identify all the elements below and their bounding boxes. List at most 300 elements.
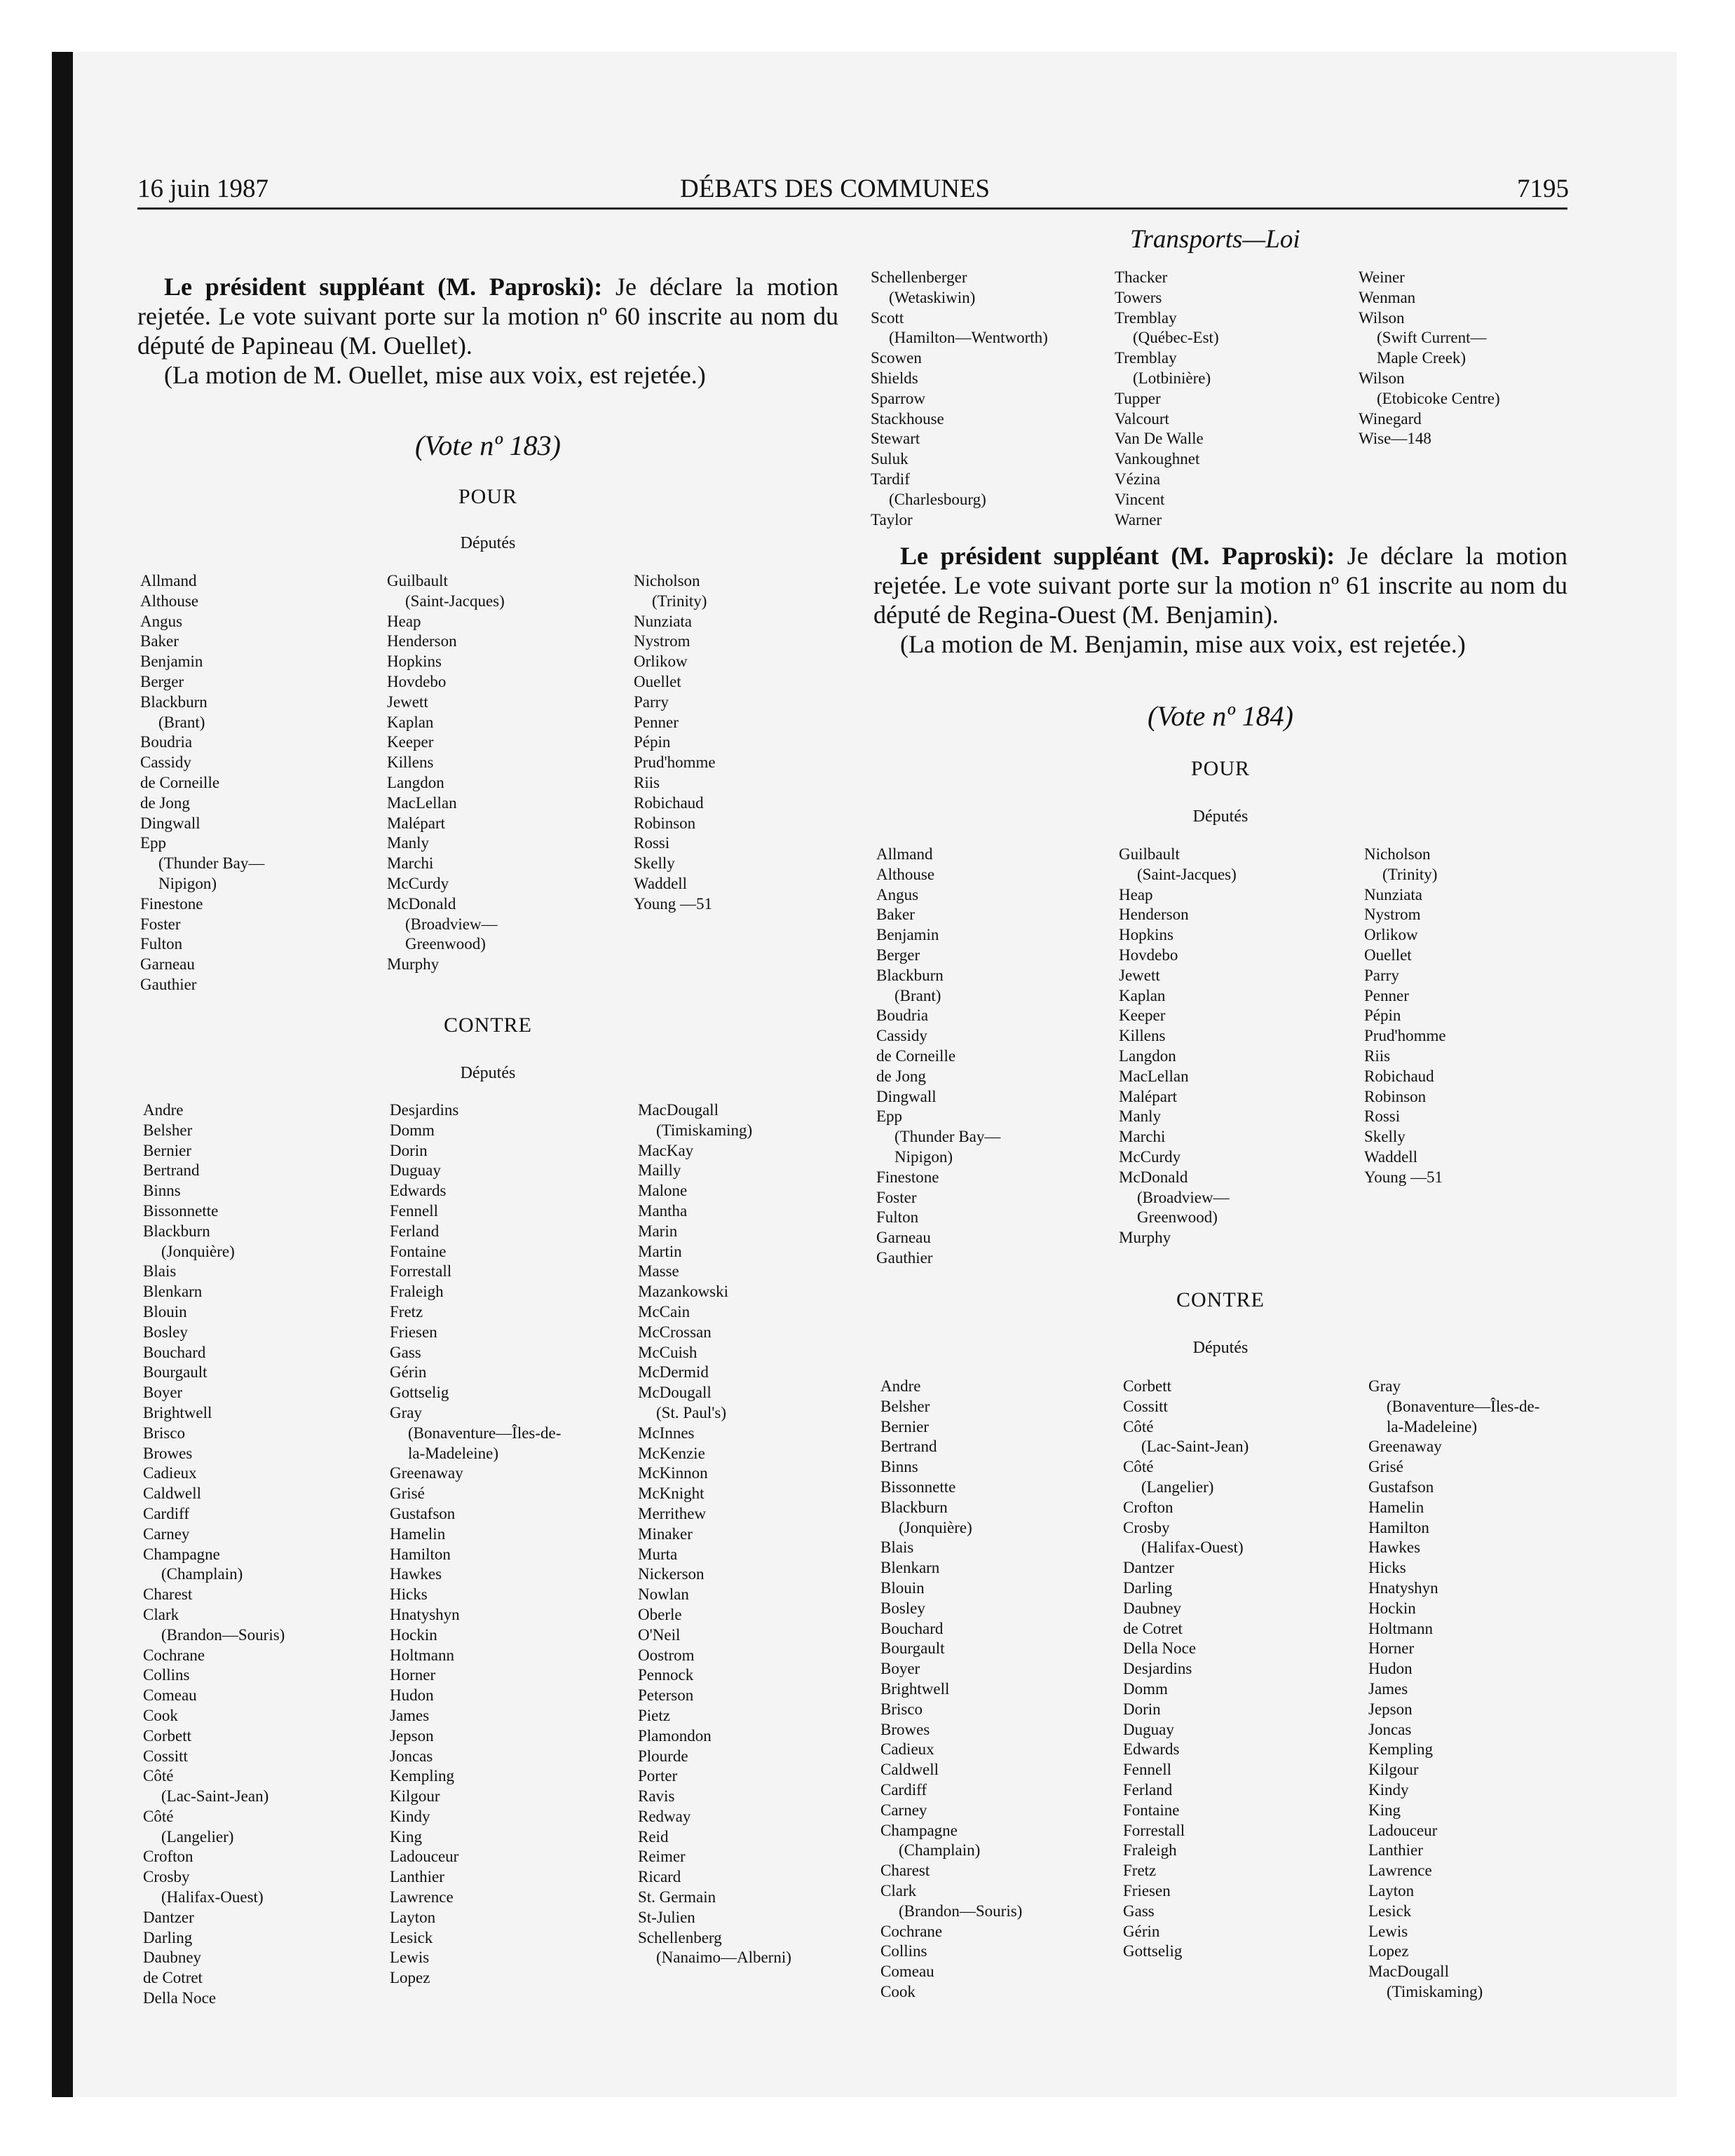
member-name: Carney bbox=[880, 1801, 927, 1819]
member-name: Brisco bbox=[143, 1424, 186, 1442]
member-name: Foster bbox=[876, 1188, 917, 1206]
member-name: Suluk bbox=[871, 450, 909, 468]
member-name: Hockin bbox=[390, 1625, 437, 1644]
member-name: St-Julien bbox=[638, 1908, 695, 1926]
member-name: Hamilton bbox=[390, 1545, 451, 1563]
pour-heading: POUR bbox=[458, 485, 518, 508]
member-name: Robichaud bbox=[1364, 1067, 1434, 1085]
member-name: Daubney bbox=[1123, 1599, 1182, 1617]
member-name: Carney bbox=[143, 1524, 190, 1543]
member-name: Fulton bbox=[876, 1208, 919, 1227]
member-name: Dantzer bbox=[143, 1908, 194, 1926]
member-name: Gérin bbox=[390, 1363, 427, 1381]
member-name: Ricard bbox=[638, 1868, 681, 1886]
pour-heading: POUR bbox=[1190, 757, 1251, 780]
member-name: Finestone bbox=[876, 1168, 939, 1186]
member-name: Gottselig bbox=[390, 1384, 449, 1402]
member-name: Garneau bbox=[140, 955, 195, 974]
contre-subheading: Députés bbox=[460, 1064, 516, 1082]
member-name: (Hamilton—Wentworth) bbox=[889, 329, 1048, 347]
member-name: de Cotret bbox=[143, 1969, 203, 1987]
member-name: Dingwall bbox=[140, 814, 200, 832]
member-name: Guilbault bbox=[1119, 845, 1180, 863]
member-name: Oostrom bbox=[638, 1646, 695, 1664]
member-name: Langdon bbox=[1119, 1046, 1176, 1065]
member-name: Blouin bbox=[880, 1578, 925, 1597]
member-name: (Timiskaming) bbox=[1387, 1982, 1483, 2000]
member-name: Parry bbox=[634, 692, 669, 711]
member-name: Waddell bbox=[1364, 1147, 1418, 1166]
member-name: Bourgault bbox=[880, 1639, 945, 1658]
member-name: Crofton bbox=[143, 1848, 193, 1866]
member-name: Cossitt bbox=[143, 1747, 188, 1765]
member-name: Hovdebo bbox=[387, 672, 447, 690]
publication-title: DÉBATS DES COMMUNES bbox=[680, 175, 991, 203]
member-name: (Lotbinière) bbox=[1133, 369, 1211, 387]
member-name: la-Madeleine) bbox=[1387, 1417, 1477, 1435]
member-name: Kaplan bbox=[1119, 986, 1166, 1004]
member-name: Berger bbox=[140, 672, 184, 690]
member-name: Thacker bbox=[1115, 268, 1168, 286]
member-name: Edwards bbox=[390, 1182, 447, 1200]
member-name: Peterson bbox=[638, 1686, 694, 1705]
member-name: Fontaine bbox=[1123, 1801, 1180, 1819]
member-name: McDermid bbox=[638, 1363, 709, 1381]
contre-heading: CONTRE bbox=[444, 1014, 532, 1037]
member-name: Joncas bbox=[390, 1747, 433, 1765]
member-name: Orlikow bbox=[634, 653, 688, 671]
member-name: Darling bbox=[1123, 1578, 1173, 1597]
member-name: Lanthier bbox=[390, 1868, 444, 1886]
member-name: (Brant) bbox=[894, 986, 941, 1004]
contre-column bbox=[390, 1100, 561, 1988]
member-name: Lanthier bbox=[1368, 1841, 1423, 1860]
running-head: Transports—Loi bbox=[1130, 225, 1300, 254]
member-name: Tremblay bbox=[1115, 308, 1177, 327]
member-name: Nystrom bbox=[1364, 906, 1421, 924]
member-name: Ravis bbox=[638, 1787, 675, 1806]
member-name: Blouin bbox=[143, 1302, 187, 1321]
member-name: (Trinity) bbox=[1382, 865, 1438, 883]
member-name: Bouchard bbox=[143, 1343, 206, 1361]
member-name: MacLellan bbox=[387, 793, 457, 812]
member-name: Weiner bbox=[1359, 268, 1405, 286]
member-name: Marin bbox=[638, 1222, 678, 1240]
member-name: Pietz bbox=[638, 1706, 670, 1724]
member-name: Côté bbox=[1123, 1458, 1154, 1476]
member-name: Gass bbox=[390, 1343, 421, 1361]
member-name: Kempling bbox=[1368, 1740, 1433, 1759]
member-name: Epp bbox=[876, 1107, 903, 1126]
contre-column bbox=[638, 1100, 791, 1968]
member-name: Wilson bbox=[1359, 369, 1405, 387]
member-name: Cadieux bbox=[143, 1464, 197, 1482]
speaker-label: Le président suppléant (M. Paproski): bbox=[164, 273, 603, 301]
member-name: Murta bbox=[638, 1545, 678, 1563]
member-name: Hicks bbox=[1368, 1559, 1406, 1577]
member-name: Robinson bbox=[1364, 1087, 1427, 1105]
member-name: King bbox=[390, 1827, 422, 1845]
member-name: Henderson bbox=[1119, 906, 1189, 924]
member-name: Jewett bbox=[387, 692, 428, 711]
member-name: Taylor bbox=[871, 510, 913, 528]
member-name: Mantha bbox=[638, 1201, 688, 1220]
member-name: Holtmann bbox=[390, 1646, 454, 1664]
speaker-label: Le président suppléant (M. Paproski): bbox=[900, 542, 1335, 570]
member-name: Forrestall bbox=[1123, 1821, 1185, 1839]
member-name: Cassidy bbox=[140, 753, 191, 772]
member-name: Maple Creek) bbox=[1377, 349, 1467, 367]
member-name: Tardif bbox=[871, 470, 910, 488]
member-name: Crosby bbox=[1123, 1518, 1170, 1536]
member-name: Van De Walle bbox=[1115, 430, 1204, 448]
member-name: Rossi bbox=[634, 834, 670, 852]
member-name: Stewart bbox=[871, 430, 920, 448]
member-name: Prud'homme bbox=[634, 753, 716, 772]
member-name: Layton bbox=[390, 1908, 436, 1926]
member-name: Hovdebo bbox=[1119, 946, 1178, 964]
member-name: Blackburn bbox=[140, 692, 207, 711]
member-name: (Trinity) bbox=[652, 592, 707, 610]
member-name: Boyer bbox=[143, 1384, 183, 1402]
member-name: McKnight bbox=[638, 1485, 705, 1503]
member-name: de Cotret bbox=[1123, 1619, 1183, 1637]
member-name: Keeper bbox=[1119, 1007, 1166, 1025]
member-name: Kilgour bbox=[1368, 1761, 1419, 1779]
member-name: (Charlesbourg) bbox=[889, 490, 986, 508]
member-name: Bosley bbox=[880, 1599, 925, 1617]
member-name: Fennell bbox=[1123, 1761, 1171, 1779]
member-name: Murphy bbox=[387, 955, 440, 974]
member-name: Hawkes bbox=[390, 1565, 442, 1583]
member-name: Duguay bbox=[1123, 1720, 1174, 1738]
motion-result: (La motion de M. Ouellet, mise aux voix, est rejetée.) bbox=[164, 361, 706, 389]
member-name: Dantzer bbox=[1123, 1559, 1174, 1577]
member-name: St. Germain bbox=[638, 1888, 716, 1906]
member-name: Crosby bbox=[143, 1868, 190, 1886]
member-name: (Thunder Bay— bbox=[894, 1128, 1001, 1146]
member-name: Schellenberger bbox=[871, 268, 967, 286]
member-name: Merrithew bbox=[638, 1504, 707, 1522]
member-name: Clark bbox=[880, 1881, 917, 1899]
member-name: Corbett bbox=[143, 1726, 191, 1745]
member-name: (Langelier) bbox=[1141, 1478, 1214, 1496]
pour-column bbox=[1364, 845, 1446, 1188]
vote-title: (Vote nº 183) bbox=[415, 430, 561, 461]
member-name: Nowlan bbox=[638, 1585, 689, 1604]
member-name: Dingwall bbox=[876, 1087, 937, 1105]
member-name: Fretz bbox=[390, 1302, 423, 1321]
member-name: Fretz bbox=[1123, 1862, 1157, 1880]
member-name: Cardiff bbox=[143, 1504, 190, 1522]
member-name: King bbox=[1368, 1801, 1401, 1819]
pour-column bbox=[387, 571, 505, 975]
member-name: Cochrane bbox=[880, 1922, 943, 1940]
member-name: MacLellan bbox=[1119, 1067, 1189, 1085]
member-name: Hnatyshyn bbox=[1368, 1578, 1438, 1597]
member-name: Brightwell bbox=[143, 1403, 212, 1421]
contre-column bbox=[1368, 1377, 1539, 2003]
member-name: Domm bbox=[1123, 1679, 1168, 1698]
member-name: Malépart bbox=[387, 814, 446, 832]
member-name: Blais bbox=[143, 1262, 177, 1281]
member-name: Greenaway bbox=[390, 1464, 463, 1482]
member-name: (Jonquière) bbox=[161, 1242, 235, 1260]
member-name: Hopkins bbox=[1119, 926, 1173, 944]
member-name: Young —51 bbox=[1364, 1168, 1443, 1186]
member-name: Nipigon) bbox=[894, 1147, 953, 1166]
member-name: (Wetaskiwin) bbox=[889, 288, 976, 306]
member-name: Comeau bbox=[143, 1686, 197, 1705]
member-name: Tupper bbox=[1115, 389, 1161, 407]
pour-subheading: Députés bbox=[460, 534, 516, 552]
member-name: Ladouceur bbox=[390, 1848, 459, 1866]
member-name: Masse bbox=[638, 1262, 679, 1281]
member-name: Joncas bbox=[1368, 1720, 1412, 1738]
member-name: Boudria bbox=[140, 733, 193, 751]
member-name: Baker bbox=[876, 906, 915, 924]
member-name: Comeau bbox=[880, 1963, 934, 1981]
member-name: Charest bbox=[143, 1585, 193, 1604]
member-name: Gray bbox=[390, 1403, 422, 1421]
member-name: (Brant) bbox=[158, 713, 205, 731]
member-name: MacKay bbox=[638, 1141, 694, 1159]
member-name: Champagne bbox=[143, 1545, 220, 1563]
member-name: (Lac-Saint-Jean) bbox=[1141, 1438, 1249, 1456]
member-name: McCrossan bbox=[638, 1323, 712, 1341]
member-name: Gustafson bbox=[390, 1504, 456, 1522]
member-name: (Broadview— bbox=[405, 915, 498, 933]
member-name: Shields bbox=[871, 369, 918, 387]
member-name: Bertrand bbox=[880, 1438, 937, 1456]
member-name: (Swift Current— bbox=[1377, 329, 1487, 347]
member-name: Kindy bbox=[1368, 1780, 1409, 1799]
member-name: McCuish bbox=[638, 1343, 698, 1361]
member-name: MacDougall bbox=[638, 1101, 719, 1119]
member-name: O'Neil bbox=[638, 1625, 681, 1644]
member-name: Warner bbox=[1115, 510, 1162, 528]
member-name: Lawrence bbox=[1368, 1862, 1432, 1880]
member-name: Cook bbox=[143, 1706, 178, 1724]
header-rule bbox=[137, 207, 1567, 210]
vote-title: (Vote nº 184) bbox=[1148, 700, 1293, 732]
member-name: Robichaud bbox=[634, 793, 704, 812]
member-name: (Saint-Jacques) bbox=[1137, 865, 1237, 883]
member-name: Collins bbox=[143, 1666, 190, 1684]
member-name: Ferland bbox=[390, 1222, 440, 1240]
member-name: Jewett bbox=[1119, 966, 1160, 984]
member-name: Lopez bbox=[390, 1969, 430, 1987]
member-name: McCurdy bbox=[1119, 1147, 1181, 1166]
member-name: Guilbault bbox=[387, 572, 448, 589]
member-name: Caldwell bbox=[880, 1761, 939, 1779]
member-name: Towers bbox=[1115, 288, 1162, 306]
member-name: Bourgault bbox=[143, 1363, 207, 1381]
member-name: Heap bbox=[1119, 885, 1153, 903]
member-name: Côté bbox=[1123, 1417, 1154, 1435]
binding-edge bbox=[52, 52, 73, 2097]
member-name: Holtmann bbox=[1368, 1619, 1433, 1637]
member-name: (Langelier) bbox=[161, 1827, 234, 1845]
contre-heading: CONTRE bbox=[1176, 1288, 1265, 1311]
member-name: Hockin bbox=[1368, 1599, 1416, 1617]
contre-subheading: Députés bbox=[1192, 1339, 1248, 1357]
member-name: Murphy bbox=[1119, 1229, 1171, 1247]
member-name: (Thunder Bay— bbox=[158, 854, 265, 873]
member-name: (Halifax-Ouest) bbox=[1141, 1538, 1244, 1557]
member-name: (Brandon—Souris) bbox=[899, 1902, 1023, 1920]
member-name: Cochrane bbox=[143, 1646, 205, 1664]
member-name: Angus bbox=[876, 885, 919, 903]
pour-subheading: Députés bbox=[1192, 807, 1248, 826]
member-name: Kilgour bbox=[390, 1787, 440, 1806]
member-name: Blackburn bbox=[876, 966, 944, 984]
member-name: Ouellet bbox=[634, 672, 681, 690]
member-name: Rossi bbox=[1364, 1107, 1401, 1126]
member-name: Caldwell bbox=[143, 1485, 202, 1503]
member-name: Benjamin bbox=[140, 653, 203, 671]
member-name: Hudon bbox=[1368, 1660, 1413, 1678]
member-name: Scott bbox=[871, 308, 904, 327]
member-name: Robinson bbox=[634, 814, 696, 832]
member-name: Berger bbox=[876, 946, 920, 964]
member-name: Binns bbox=[880, 1458, 918, 1476]
member-name: Hicks bbox=[390, 1585, 428, 1604]
member-name: Althouse bbox=[140, 592, 199, 610]
member-name: (Champlain) bbox=[899, 1841, 981, 1860]
member-name: Prud'homme bbox=[1364, 1027, 1446, 1045]
member-name: Langdon bbox=[387, 773, 444, 791]
member-name: Friesen bbox=[1123, 1881, 1171, 1899]
member-name: Bernier bbox=[143, 1141, 191, 1159]
member-name: Allmand bbox=[876, 845, 933, 863]
member-name: la-Madeleine) bbox=[408, 1444, 498, 1462]
member-name: Côté bbox=[143, 1767, 174, 1785]
member-name: Hopkins bbox=[387, 653, 442, 671]
member-name: Nunziata bbox=[634, 612, 693, 630]
member-name: Cassidy bbox=[876, 1027, 927, 1045]
member-name: Vincent bbox=[1115, 490, 1165, 508]
member-name: Wenman bbox=[1359, 288, 1416, 306]
member-name: Crofton bbox=[1123, 1498, 1173, 1516]
pour-column bbox=[1119, 845, 1237, 1248]
member-name: (Bonaventure—Îles-de- bbox=[408, 1424, 562, 1442]
member-name: Allmand bbox=[140, 572, 197, 589]
member-name: Della Noce bbox=[143, 1989, 217, 2007]
page-number: 7195 bbox=[1517, 175, 1569, 203]
member-name: Riis bbox=[634, 773, 660, 791]
member-name: (Halifax-Ouest) bbox=[161, 1888, 264, 1906]
member-name: McKenzie bbox=[638, 1444, 705, 1462]
member-name: Belsher bbox=[143, 1121, 193, 1139]
member-name: (Brandon—Souris) bbox=[161, 1625, 285, 1644]
member-name: Hamelin bbox=[1368, 1498, 1424, 1516]
member-name: Darling bbox=[143, 1928, 193, 1946]
member-name: Browes bbox=[143, 1444, 193, 1462]
member-name: James bbox=[390, 1706, 430, 1724]
member-name: Foster bbox=[140, 915, 181, 933]
member-name: Nicholson bbox=[1364, 845, 1431, 863]
member-name: Garneau bbox=[876, 1229, 931, 1247]
member-name: Gauthier bbox=[140, 975, 197, 993]
member-name: Pennock bbox=[638, 1666, 694, 1684]
member-name: Malone bbox=[638, 1182, 688, 1200]
member-name: Kindy bbox=[390, 1807, 430, 1825]
member-name: Jepson bbox=[390, 1726, 434, 1745]
member-name: Brightwell bbox=[880, 1679, 950, 1698]
member-name: Sparrow bbox=[871, 389, 925, 407]
member-name: Oberle bbox=[638, 1605, 682, 1623]
member-name: Grisé bbox=[390, 1485, 425, 1503]
member-name: Lawrence bbox=[390, 1888, 454, 1906]
member-name: Blenkarn bbox=[880, 1559, 940, 1577]
member-name: Hawkes bbox=[1368, 1538, 1421, 1557]
member-name: McDonald bbox=[1119, 1168, 1188, 1186]
member-name: Browes bbox=[880, 1720, 930, 1738]
member-name: Porter bbox=[638, 1767, 678, 1785]
member-name: Collins bbox=[880, 1942, 927, 1960]
member-name: Stackhouse bbox=[871, 409, 944, 428]
member-name: Nicholson bbox=[634, 572, 700, 589]
member-name: Pépin bbox=[1364, 1007, 1401, 1025]
member-name: Duguay bbox=[390, 1161, 441, 1180]
pour-column bbox=[140, 571, 264, 995]
member-name: Desjardins bbox=[1123, 1660, 1192, 1678]
member-name: Boudria bbox=[876, 1007, 929, 1025]
member-name: Nunziata bbox=[1364, 885, 1423, 903]
member-name: Cardiff bbox=[880, 1780, 927, 1799]
member-name: Dorin bbox=[1123, 1700, 1161, 1718]
member-name: Althouse bbox=[876, 865, 935, 883]
member-name: Andre bbox=[143, 1101, 184, 1119]
member-name: Pépin bbox=[634, 733, 671, 751]
intro-text: Je déclare la motion rejetée. Le vote suivant porte sur la motion nº 60 inscrite au nom du député de Papineau (M. Ouellet). bbox=[137, 273, 838, 360]
member-name: (St. Paul's) bbox=[656, 1403, 726, 1421]
contre-column bbox=[880, 1377, 1022, 2003]
member-name: de Corneille bbox=[140, 773, 220, 791]
member-name: (Québec-Est) bbox=[1133, 329, 1219, 347]
member-name: Finestone bbox=[140, 894, 203, 913]
member-name: (Nanaimo—Alberni) bbox=[656, 1949, 791, 1967]
member-name: Ouellet bbox=[1364, 946, 1412, 964]
member-name: Dorin bbox=[390, 1141, 428, 1159]
member-name: Boyer bbox=[880, 1660, 920, 1678]
member-name: Tremblay bbox=[1115, 349, 1177, 367]
member-name: (Bonaventure—Îles-de- bbox=[1387, 1397, 1540, 1415]
member-name: Vézina bbox=[1115, 470, 1161, 488]
member-name: Blais bbox=[880, 1538, 914, 1557]
member-name: Greenaway bbox=[1368, 1438, 1442, 1456]
member-name: Manly bbox=[1119, 1107, 1162, 1126]
member-name: Ladouceur bbox=[1368, 1821, 1438, 1839]
member-name: McCurdy bbox=[387, 874, 449, 892]
member-name: Bosley bbox=[143, 1323, 188, 1341]
member-name: Charest bbox=[880, 1862, 930, 1880]
member-name: Horner bbox=[1368, 1639, 1415, 1658]
intro-text: Je déclare la motion rejetée. Le vote suivant porte sur la motion nº 61 inscrite au nom du député de Regina-Ouest (M. Benjamin). bbox=[873, 542, 1567, 629]
member-name: Gass bbox=[1123, 1902, 1155, 1920]
member-name: Plourde bbox=[638, 1747, 688, 1765]
member-name: Hamilton bbox=[1368, 1518, 1429, 1536]
member-name: Bernier bbox=[880, 1417, 929, 1435]
member-name: Horner bbox=[390, 1666, 436, 1684]
member-name: Della Noce bbox=[1123, 1639, 1197, 1658]
member-name: Wise—148 bbox=[1359, 430, 1431, 448]
member-name: (Broadview— bbox=[1137, 1188, 1230, 1206]
member-name: (Champlain) bbox=[161, 1565, 243, 1583]
member-name: Champagne bbox=[880, 1821, 958, 1839]
member-name: Hnatyshyn bbox=[390, 1605, 460, 1623]
